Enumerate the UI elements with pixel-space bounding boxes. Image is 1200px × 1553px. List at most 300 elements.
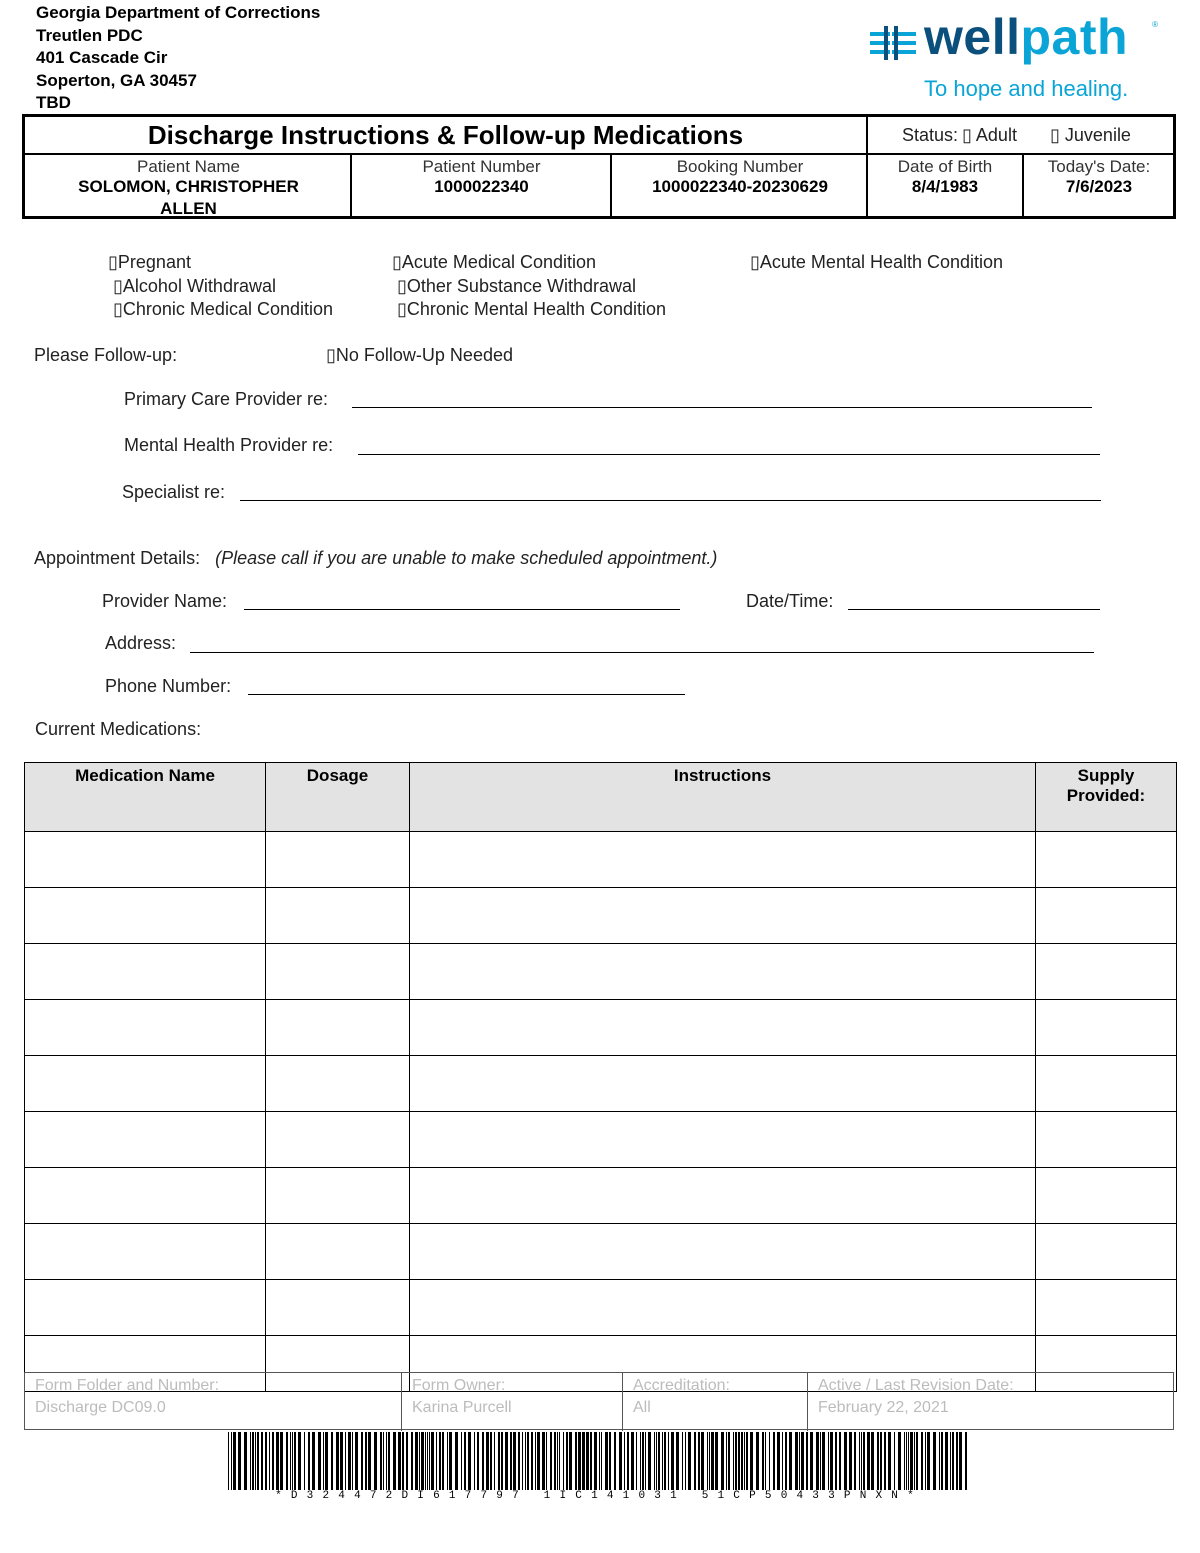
- barcode-bar: [546, 1432, 547, 1490]
- barcode-bar: [427, 1432, 428, 1490]
- barcode-bar: [785, 1432, 787, 1490]
- barcode-bar: [599, 1432, 600, 1490]
- barcode-bar: [765, 1432, 766, 1490]
- barcode-bar: [365, 1432, 367, 1490]
- booking-number: 1000022340-20230629: [652, 177, 828, 196]
- facility-line-2: Treutlen PDC: [36, 25, 143, 45]
- dosage-cell[interactable]: [266, 832, 410, 888]
- supply-cell[interactable]: [1036, 1168, 1177, 1224]
- patient-name-line-2: ALLEN: [160, 199, 217, 218]
- barcode-bar: [701, 1432, 704, 1490]
- barcode-bar: [916, 1432, 918, 1490]
- barcode-bar: [336, 1432, 339, 1490]
- barcode-bar: [231, 1432, 232, 1490]
- booking-number-label: Booking Number: [676, 157, 804, 176]
- supply-cell[interactable]: [1036, 1112, 1177, 1168]
- barcode-bar: [816, 1432, 819, 1490]
- supply-cell[interactable]: [1036, 1000, 1177, 1056]
- barcode-bar: [345, 1432, 346, 1490]
- barcode-bar: [325, 1432, 328, 1490]
- chronic-mental-checkbox[interactable]: ▯Chronic Mental Health Condition: [397, 299, 667, 319]
- acute-medical-checkbox[interactable]: ▯Acute Medical Condition: [392, 252, 597, 272]
- barcode-bar: [431, 1432, 434, 1490]
- barcode-bar: [640, 1432, 641, 1490]
- status-juvenile-checkbox[interactable]: ▯ Juvenile: [1050, 125, 1131, 145]
- barcode-bar: [861, 1432, 862, 1490]
- barcode-bar: [535, 1432, 536, 1490]
- barcode-bar: [464, 1432, 466, 1490]
- barcode-bar: [609, 1432, 611, 1490]
- barcode-bar: [425, 1432, 426, 1490]
- barcode-bar: [290, 1432, 291, 1490]
- barcode-bar: [927, 1432, 930, 1490]
- barcode-bar: [352, 1432, 353, 1490]
- patient-header: [22, 114, 1176, 219]
- barcode-bar: [368, 1432, 371, 1490]
- medication-name-cell[interactable]: [25, 1224, 266, 1280]
- barcode-bar: [474, 1432, 475, 1490]
- barcode-bar: [738, 1432, 740, 1490]
- barcode-bar: [898, 1432, 901, 1490]
- facility-line-1: Georgia Department of Corrections: [36, 3, 321, 22]
- appointment-label: Appointment Details:: [34, 548, 201, 568]
- barcode-bar: [662, 1432, 663, 1490]
- provider-name-label: Provider Name:: [102, 591, 228, 611]
- barcode-bar: [415, 1432, 418, 1490]
- barcode-bar: [386, 1432, 387, 1490]
- revision-date-label: Active / Last Revision Date:: [818, 1377, 1014, 1394]
- barcode-bar: [257, 1432, 259, 1490]
- barcode-bar: [664, 1432, 666, 1490]
- barcode-bar: [952, 1432, 954, 1490]
- barcode-bar: [658, 1432, 660, 1490]
- barcode-bar: [486, 1432, 489, 1490]
- barcode-bar: [668, 1432, 669, 1490]
- logo-tagline: To hope and healing.: [924, 76, 1129, 101]
- barcode-bar: [323, 1432, 324, 1490]
- barcode-bar: [880, 1432, 882, 1490]
- barcode-bar: [939, 1432, 940, 1490]
- appointment-details: [34, 548, 717, 569]
- supply-cell[interactable]: [1036, 832, 1177, 888]
- medication-name-cell[interactable]: [25, 1000, 266, 1056]
- barcode-bar: [238, 1432, 241, 1490]
- barcode-bar: [244, 1432, 247, 1490]
- barcode-bar: [402, 1432, 404, 1490]
- medications-header-row: [25, 763, 1177, 832]
- medication-row: [25, 832, 1177, 888]
- appointment-note: (Please call if you are unable to make scheduled appointment.): [215, 548, 718, 568]
- dob-cell: [868, 155, 1022, 219]
- barcode-bar: [348, 1432, 351, 1490]
- facility-line-5: TBD: [36, 93, 71, 112]
- barcode-bar: [849, 1432, 852, 1490]
- today-date-cell: [1024, 155, 1174, 219]
- form-owner-cell: [402, 1373, 622, 1431]
- barcode-bar: [477, 1432, 479, 1490]
- barcode-bar: [490, 1432, 492, 1490]
- instructions-cell[interactable]: [410, 1280, 1036, 1336]
- barcode-bar: [563, 1432, 564, 1490]
- phone-field[interactable]: [248, 694, 685, 695]
- medication-row: [25, 1224, 1177, 1280]
- status-group: [868, 117, 1174, 153]
- barcode-bar: [671, 1432, 674, 1490]
- barcode-bar: [393, 1432, 396, 1490]
- barcode-bar: [527, 1432, 529, 1490]
- barcode-bar: [822, 1432, 825, 1490]
- no-followup-checkbox[interactable]: ▯No Follow-Up Needed: [326, 345, 513, 365]
- wellpath-cross-icon: [870, 26, 916, 60]
- barcode-bar: [398, 1432, 401, 1490]
- instructions-cell[interactable]: [410, 944, 1036, 1000]
- barcode-bar: [859, 1432, 860, 1490]
- barcode-bar: [582, 1432, 585, 1490]
- medication-row: [25, 944, 1177, 1000]
- barcode-bar: [624, 1432, 625, 1490]
- barcode-bar: [925, 1432, 926, 1490]
- medication-name-cell[interactable]: [25, 1056, 266, 1112]
- instructions-cell[interactable]: [410, 888, 1036, 944]
- form-title: Discharge Instructions & Follow-up Medications: [25, 117, 868, 153]
- barcode-bar: [510, 1432, 512, 1490]
- barcode-bar: [884, 1432, 886, 1490]
- provider-name-field[interactable]: [244, 609, 680, 610]
- barcode-bar: [233, 1432, 236, 1490]
- revision-date-cell: [808, 1373, 1168, 1431]
- instructions-cell[interactable]: [410, 1056, 1036, 1112]
- barcode-bar: [654, 1432, 655, 1490]
- barcode-bar: [308, 1432, 310, 1490]
- barcode-bar: [636, 1432, 637, 1490]
- medication-name-cell[interactable]: [25, 1168, 266, 1224]
- barcode-bar: [406, 1432, 408, 1490]
- barcode-bar: [945, 1432, 948, 1490]
- followup-label: Please Follow-up:: [34, 345, 178, 365]
- mental-health-label: Mental Health Provider re:: [124, 435, 334, 455]
- barcode-bar: [746, 1432, 748, 1490]
- barcode-bar: [355, 1432, 358, 1490]
- medication-row: [25, 1280, 1177, 1336]
- barcode-bar: [255, 1432, 256, 1490]
- barcode-bar: [656, 1432, 657, 1490]
- barcode-bar: [518, 1432, 520, 1490]
- barcode-bar: [741, 1432, 743, 1490]
- medication-name-cell[interactable]: [25, 944, 266, 1000]
- barcode-bar: [531, 1432, 533, 1490]
- barcode-bar: [921, 1432, 923, 1490]
- barcode-bar: [501, 1432, 503, 1490]
- acute-mental-checkbox[interactable]: ▯Acute Mental Health Condition: [750, 252, 1004, 272]
- revision-date-value: February 22, 2021: [818, 1399, 949, 1416]
- form-folder-cell: [25, 1373, 401, 1431]
- barcode-bar: [331, 1432, 333, 1490]
- address-field[interactable]: [190, 652, 1094, 653]
- barcode-bar: [645, 1432, 646, 1490]
- medications-table: [24, 762, 1177, 1392]
- patient-number-cell: [352, 155, 611, 219]
- barcode-bar: [578, 1432, 581, 1490]
- mental-health-field[interactable]: [358, 454, 1100, 455]
- barcode-bar: [525, 1432, 526, 1490]
- dob-label: Date of Birth: [897, 157, 993, 176]
- alcohol-withdrawal-checkbox[interactable]: ▯Alcohol Withdrawal: [113, 276, 276, 296]
- barcode-bar: [698, 1432, 700, 1490]
- barcode-bar: [721, 1432, 724, 1490]
- barcode-bar: [566, 1432, 568, 1490]
- dosage-cell[interactable]: [266, 1280, 410, 1336]
- patient-name-label: Patient Name: [137, 157, 240, 176]
- barcode-bar: [871, 1432, 874, 1490]
- phone-label: Phone Number:: [105, 676, 232, 696]
- barcode-bar: [449, 1432, 452, 1490]
- patient-number: 1000022340: [434, 177, 529, 196]
- barcode-bar: [586, 1432, 589, 1490]
- col-instructions: Instructions: [410, 763, 1036, 832]
- barcode-bar: [715, 1432, 718, 1490]
- supply-cell[interactable]: [1036, 944, 1177, 1000]
- facility-line-3: 401 Cascade Cir: [36, 48, 168, 67]
- barcode-bar: [436, 1432, 437, 1490]
- barcode-bar: [682, 1432, 683, 1490]
- chronic-medical-checkbox[interactable]: ▯Chronic Medical Condition: [113, 299, 334, 319]
- barcode-bar: [265, 1432, 267, 1490]
- barcode-bar: [709, 1432, 710, 1490]
- barcode-bar: [956, 1432, 958, 1490]
- barcode-bar: [782, 1432, 783, 1490]
- barcode-bar: [498, 1432, 500, 1490]
- barcode-bar: [605, 1432, 608, 1490]
- barcode-bar: [854, 1432, 856, 1490]
- instructions-cell[interactable]: [410, 1000, 1036, 1056]
- barcode-bar: [910, 1432, 913, 1490]
- barcode-bar: [769, 1432, 770, 1490]
- barcode-bar: [830, 1432, 833, 1490]
- barcode-bar: [894, 1432, 895, 1490]
- accreditation-cell: [623, 1373, 807, 1431]
- barcode-bar: [728, 1432, 730, 1490]
- barcode-bar: [537, 1432, 540, 1490]
- instructions-cell[interactable]: [410, 1224, 1036, 1280]
- barcode-bar: [941, 1432, 943, 1490]
- barcode-bar: [294, 1432, 296, 1490]
- medication-name-cell[interactable]: [25, 1112, 266, 1168]
- barcode-bar: [252, 1432, 254, 1490]
- medication-name-cell[interactable]: [25, 832, 266, 888]
- barcode-bar: [340, 1432, 343, 1490]
- barcode-bar: [494, 1432, 495, 1490]
- barcode-bar: [642, 1432, 644, 1490]
- instructions-cell[interactable]: [410, 1112, 1036, 1168]
- barcode-bar: [550, 1432, 552, 1490]
- dosage-cell[interactable]: [266, 888, 410, 944]
- barcode-bar: [286, 1432, 288, 1490]
- barcode-bar: [835, 1432, 837, 1490]
- barcode-bar: [685, 1432, 686, 1490]
- supply-cell[interactable]: [1036, 1280, 1177, 1336]
- facility-line-4: Soperton, GA 30457: [36, 70, 197, 90]
- barcode-bar: [795, 1432, 798, 1490]
- barcode-bar: [468, 1432, 471, 1490]
- barcode-bar: [863, 1432, 865, 1490]
- barcode-bar: [627, 1432, 629, 1490]
- barcode-bar: [773, 1432, 775, 1490]
- barcode-bar: [383, 1432, 384, 1490]
- barcode-bar: [557, 1432, 558, 1490]
- barcode-bar: [447, 1432, 448, 1490]
- barcode-bar: [950, 1432, 951, 1490]
- barcode-bar: [789, 1432, 792, 1490]
- primary-care-label: Primary Care Provider re:: [124, 389, 329, 409]
- status-adult-checkbox[interactable]: ▯ Adult: [962, 125, 1017, 145]
- datetime-field[interactable]: [848, 609, 1100, 610]
- barcode-bar: [298, 1432, 301, 1490]
- wellpath-logo: [868, 9, 1168, 106]
- barcode-bar: [648, 1432, 651, 1490]
- barcode-bar: [906, 1432, 907, 1490]
- barcode-bar: [250, 1432, 251, 1490]
- medication-row: [25, 1112, 1177, 1168]
- registered-mark: ®: [1152, 20, 1158, 29]
- barcode-bar: [908, 1432, 909, 1490]
- barcode-bar: [619, 1432, 622, 1490]
- barcode-bar: [744, 1432, 745, 1490]
- accreditation-value: All: [633, 1399, 651, 1416]
- barcode-bar: [806, 1432, 808, 1490]
- dosage-cell[interactable]: [266, 1056, 410, 1112]
- barcode-bar: [694, 1432, 696, 1490]
- barcode-bar: [228, 1432, 229, 1490]
- facility-address: [36, 2, 320, 115]
- supply-cell[interactable]: [1036, 888, 1177, 944]
- barcode-bar: [554, 1432, 556, 1490]
- dob-value: 8/4/1983: [911, 177, 979, 196]
- barcode-bar: [756, 1432, 759, 1490]
- dosage-cell[interactable]: [266, 1224, 410, 1280]
- dosage-cell[interactable]: [266, 1168, 410, 1224]
- today-date-label: Today's Date:: [1047, 157, 1151, 176]
- barcode-bar: [777, 1432, 780, 1490]
- barcode-bar: [590, 1432, 592, 1490]
- form-folder-label: Form Folder and Number:: [35, 1377, 220, 1394]
- barcode-bar: [614, 1432, 616, 1490]
- barcode-bar: [707, 1432, 708, 1490]
- barcode-bar: [505, 1432, 508, 1490]
- logo-wordmark: wellpath: [924, 9, 1129, 65]
- barcode-bar: [292, 1432, 293, 1490]
- accreditation-label: Accreditation:: [633, 1377, 730, 1394]
- barcode-bar: [318, 1432, 321, 1490]
- barcode-bar: [735, 1432, 737, 1490]
- patient-name-cell: [25, 155, 352, 219]
- patient-name-line-1: SOLOMON, CHRISTOPHER: [78, 177, 299, 196]
- instructions-cell[interactable]: [410, 832, 1036, 888]
- barcode-bar: [304, 1432, 305, 1490]
- barcode-bar: [676, 1432, 679, 1490]
- medication-name-cell[interactable]: [25, 888, 266, 944]
- barcode-bar: [711, 1432, 714, 1490]
- barcode-bar: [820, 1432, 821, 1490]
- barcode-bar: [272, 1432, 274, 1490]
- medication-name-cell[interactable]: [25, 1280, 266, 1336]
- barcode-bar: [439, 1432, 441, 1490]
- form-footer: [24, 1372, 1174, 1430]
- specialist-field[interactable]: [240, 500, 1101, 501]
- barcode-bar: [421, 1432, 424, 1490]
- barcode-bar: [810, 1432, 813, 1490]
- pregnant-checkbox[interactable]: ▯Pregnant: [108, 252, 191, 272]
- barcode-bar: [904, 1432, 905, 1490]
- barcode-bar: [380, 1432, 382, 1490]
- barcode-bar: [594, 1432, 597, 1490]
- barcode-bar: [374, 1432, 377, 1490]
- barcode-bar: [461, 1432, 462, 1490]
- barcode-bar: [726, 1432, 727, 1490]
- patient-number-label: Patient Number: [422, 157, 541, 176]
- barcode-bar: [482, 1432, 484, 1490]
- barcode-bar: [429, 1432, 430, 1490]
- medication-row: [25, 888, 1177, 944]
- barcode-bar: [799, 1432, 800, 1490]
- form-owner-value: Karina Purcell: [412, 1399, 512, 1416]
- today-date-value: 7/6/2023: [1065, 177, 1133, 196]
- datetime-label: Date/Time:: [746, 591, 834, 611]
- other-substance-checkbox[interactable]: ▯Other Substance Withdrawal: [397, 276, 637, 296]
- form-owner-label: Form Owner:: [412, 1377, 506, 1394]
- specialist-label: Specialist re:: [122, 482, 226, 502]
- barcode-bar: [361, 1432, 363, 1490]
- barcode-bar: [801, 1432, 804, 1490]
- barcode-bar: [888, 1432, 891, 1490]
- barcode-bar: [965, 1432, 967, 1490]
- barcode-bar: [933, 1432, 936, 1490]
- barcode-bar: [959, 1432, 962, 1490]
- supply-cell[interactable]: [1036, 1056, 1177, 1112]
- barcode-bar: [455, 1432, 458, 1490]
- barcode-bar: [419, 1432, 420, 1490]
- barcode-bar: [442, 1432, 444, 1490]
- dosage-cell[interactable]: [266, 1000, 410, 1056]
- col-supply-provided: Supply Provided:: [1036, 763, 1177, 832]
- barcode-bar: [261, 1432, 263, 1490]
- status-label: Status:: [902, 125, 959, 145]
- medication-row: [25, 1168, 1177, 1224]
- barcode-bar: [601, 1432, 602, 1490]
- form-folder-value: Discharge DC09.0: [35, 1399, 166, 1416]
- barcode-bar: [914, 1432, 915, 1490]
- barcode-bar: [867, 1432, 870, 1490]
- barcode-bar: [269, 1432, 270, 1490]
- instructions-cell[interactable]: [410, 1168, 1036, 1224]
- dosage-cell[interactable]: [266, 944, 410, 1000]
- barcode-bar: [762, 1432, 764, 1490]
- medication-row: [25, 1000, 1177, 1056]
- barcode-bar: [411, 1432, 413, 1490]
- col-dosage: Dosage: [266, 763, 410, 832]
- primary-care-field[interactable]: [352, 407, 1092, 408]
- barcode-bar: [542, 1432, 545, 1490]
- barcode: [228, 1432, 970, 1490]
- barcode-bar: [388, 1432, 390, 1490]
- dosage-cell[interactable]: [266, 1112, 410, 1168]
- barcode-text: *D324472DI617797 1IC141031 51CP50433PNXN*: [275, 1490, 923, 1502]
- supply-cell[interactable]: [1036, 1224, 1177, 1280]
- barcode-bar: [312, 1432, 315, 1490]
- barcode-bar: [839, 1432, 841, 1490]
- barcode-bar: [513, 1432, 516, 1490]
- address-label: Address:: [105, 633, 177, 653]
- barcode-bar: [559, 1432, 560, 1490]
